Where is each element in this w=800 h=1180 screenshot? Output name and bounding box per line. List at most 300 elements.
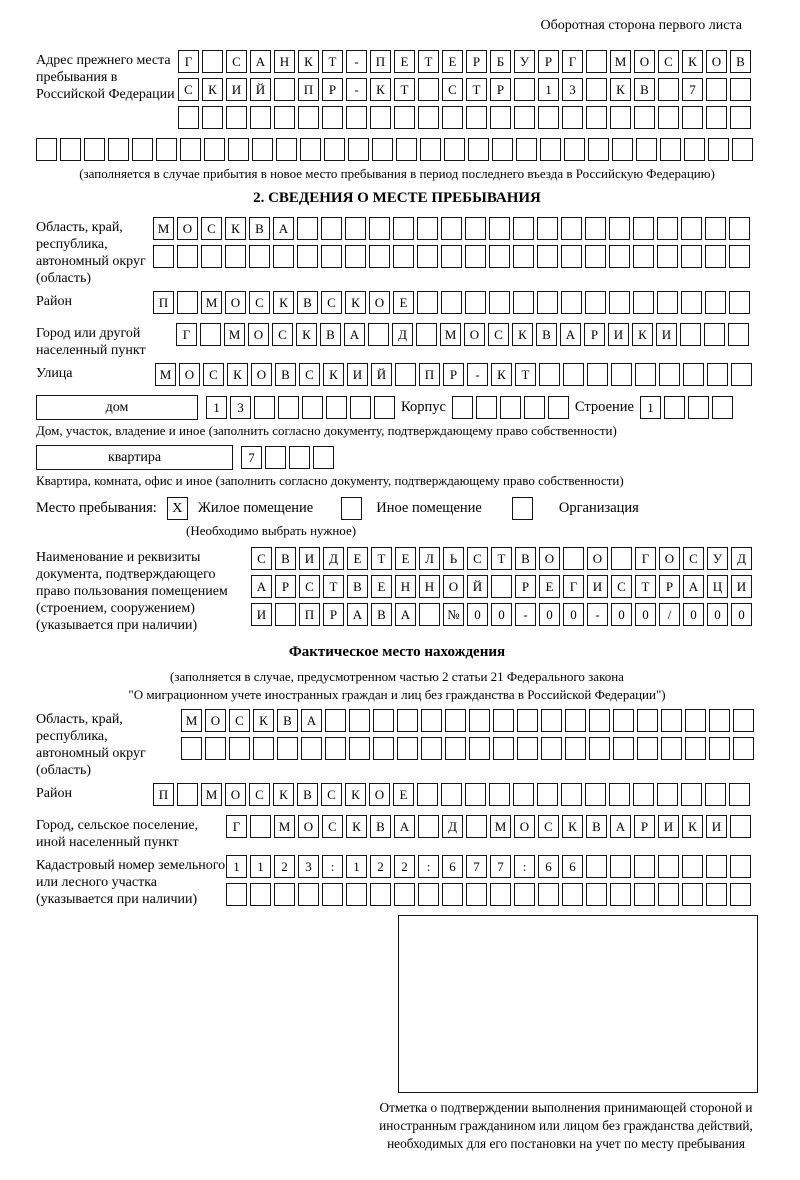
char-box[interactable]: П <box>370 50 391 73</box>
char-box[interactable]: И <box>608 323 629 346</box>
char-box[interactable]: С <box>299 363 320 386</box>
char-box[interactable] <box>416 323 437 346</box>
char-box[interactable]: Р <box>490 78 511 101</box>
char-box[interactable] <box>276 138 297 161</box>
char-box[interactable] <box>613 737 634 760</box>
char-box[interactable] <box>452 396 473 419</box>
char-box[interactable] <box>348 138 369 161</box>
char-box[interactable]: С <box>249 783 270 806</box>
char-box[interactable] <box>633 245 654 268</box>
char-box[interactable] <box>609 291 630 314</box>
char-box[interactable] <box>513 291 534 314</box>
char-box[interactable]: 6 <box>442 855 463 878</box>
char-box[interactable]: Р <box>322 78 343 101</box>
char-box[interactable]: М <box>155 363 176 386</box>
char-box[interactable] <box>349 709 370 732</box>
char-box[interactable] <box>274 883 295 906</box>
char-box[interactable] <box>466 815 487 838</box>
char-box[interactable] <box>516 138 537 161</box>
char-box[interactable] <box>466 883 487 906</box>
char-box[interactable]: 7 <box>466 855 487 878</box>
char-box[interactable] <box>685 709 706 732</box>
char-box[interactable] <box>445 709 466 732</box>
char-box[interactable] <box>588 138 609 161</box>
char-box[interactable]: Е <box>442 50 463 73</box>
char-box[interactable]: А <box>394 815 415 838</box>
char-box[interactable]: Г <box>562 50 583 73</box>
char-box[interactable]: Р <box>584 323 605 346</box>
char-box[interactable] <box>730 855 751 878</box>
char-box[interactable] <box>589 709 610 732</box>
char-box[interactable] <box>442 106 463 129</box>
char-box[interactable] <box>637 737 658 760</box>
char-box[interactable]: С <box>321 783 342 806</box>
char-box[interactable]: Б <box>490 50 511 73</box>
char-box[interactable]: 1 <box>346 855 367 878</box>
char-box[interactable]: П <box>153 783 174 806</box>
char-box[interactable] <box>706 855 727 878</box>
char-box[interactable]: 2 <box>274 855 295 878</box>
char-box[interactable]: Г <box>226 815 247 838</box>
char-box[interactable]: - <box>346 78 367 101</box>
char-box[interactable] <box>60 138 81 161</box>
char-box[interactable] <box>200 323 221 346</box>
char-box[interactable] <box>609 217 630 240</box>
char-box[interactable]: К <box>227 363 248 386</box>
char-box[interactable]: О <box>587 547 608 570</box>
char-box[interactable] <box>730 815 751 838</box>
char-box[interactable]: Ц <box>707 575 728 598</box>
char-box[interactable] <box>514 106 535 129</box>
char-box[interactable] <box>345 245 366 268</box>
char-box[interactable]: Т <box>515 363 536 386</box>
char-box[interactable]: К <box>298 50 319 73</box>
char-box[interactable] <box>609 783 630 806</box>
char-box[interactable] <box>634 883 655 906</box>
char-box[interactable] <box>226 883 247 906</box>
char-box[interactable] <box>517 709 538 732</box>
char-box[interactable] <box>202 106 223 129</box>
char-box[interactable]: М <box>153 217 174 240</box>
char-box[interactable]: И <box>731 575 752 598</box>
char-box[interactable]: У <box>707 547 728 570</box>
char-box[interactable] <box>610 106 631 129</box>
char-box[interactable] <box>250 815 271 838</box>
char-box[interactable] <box>611 363 632 386</box>
char-box[interactable] <box>733 709 754 732</box>
char-box[interactable]: О <box>177 217 198 240</box>
char-box[interactable] <box>513 783 534 806</box>
char-box[interactable]: 0 <box>683 603 704 626</box>
char-box[interactable] <box>658 855 679 878</box>
char-box[interactable] <box>397 709 418 732</box>
char-box[interactable]: Д <box>323 547 344 570</box>
char-box[interactable] <box>468 138 489 161</box>
char-box[interactable] <box>514 883 535 906</box>
char-box[interactable] <box>373 737 394 760</box>
char-box[interactable] <box>707 363 728 386</box>
char-box[interactable]: М <box>201 291 222 314</box>
char-box[interactable]: О <box>225 291 246 314</box>
char-box[interactable] <box>683 363 704 386</box>
char-box[interactable]: В <box>730 50 751 73</box>
char-box[interactable] <box>350 396 371 419</box>
char-box[interactable]: С <box>178 78 199 101</box>
char-box[interactable]: И <box>226 78 247 101</box>
char-box[interactable] <box>252 138 273 161</box>
char-box[interactable] <box>156 138 177 161</box>
char-box[interactable]: Р <box>515 575 536 598</box>
char-box[interactable]: И <box>299 547 320 570</box>
char-box[interactable] <box>633 217 654 240</box>
char-box[interactable]: П <box>299 603 320 626</box>
char-box[interactable]: Р <box>443 363 464 386</box>
char-box[interactable] <box>635 363 656 386</box>
char-box[interactable] <box>637 709 658 732</box>
char-box[interactable]: С <box>658 50 679 73</box>
char-box[interactable] <box>658 78 679 101</box>
char-box[interactable] <box>225 245 246 268</box>
char-box[interactable] <box>469 709 490 732</box>
char-box[interactable] <box>490 106 511 129</box>
char-box[interactable]: 7 <box>490 855 511 878</box>
char-box[interactable]: С <box>538 815 559 838</box>
char-box[interactable] <box>661 737 682 760</box>
char-box[interactable] <box>419 603 440 626</box>
char-box[interactable]: Р <box>659 575 680 598</box>
char-box[interactable]: № <box>443 603 464 626</box>
char-box[interactable]: С <box>272 323 293 346</box>
char-box[interactable]: Й <box>250 78 271 101</box>
char-box[interactable]: А <box>273 217 294 240</box>
char-box[interactable]: К <box>346 815 367 838</box>
char-box[interactable] <box>657 783 678 806</box>
char-box[interactable]: О <box>464 323 485 346</box>
char-box[interactable]: В <box>536 323 557 346</box>
char-box[interactable]: В <box>277 709 298 732</box>
char-box[interactable]: 2 <box>394 855 415 878</box>
char-box[interactable] <box>634 855 655 878</box>
char-box[interactable] <box>561 291 582 314</box>
char-box[interactable] <box>682 855 703 878</box>
char-box[interactable]: С <box>249 291 270 314</box>
char-box[interactable] <box>324 138 345 161</box>
char-box[interactable] <box>705 245 726 268</box>
char-box[interactable] <box>273 245 294 268</box>
char-box[interactable] <box>704 323 725 346</box>
char-box[interactable] <box>682 883 703 906</box>
char-box[interactable]: К <box>512 323 533 346</box>
char-box[interactable] <box>688 396 709 419</box>
char-box[interactable] <box>322 883 343 906</box>
char-box[interactable] <box>393 217 414 240</box>
char-box[interactable]: О <box>514 815 535 838</box>
char-box[interactable] <box>321 217 342 240</box>
char-box[interactable]: 0 <box>539 603 560 626</box>
char-box[interactable] <box>397 737 418 760</box>
char-box[interactable] <box>565 709 586 732</box>
char-box[interactable]: В <box>515 547 536 570</box>
char-box[interactable]: - <box>467 363 488 386</box>
char-box[interactable]: О <box>539 547 560 570</box>
char-box[interactable] <box>664 396 685 419</box>
char-box[interactable]: О <box>634 50 655 73</box>
char-box[interactable]: О <box>706 50 727 73</box>
char-box[interactable] <box>177 245 198 268</box>
char-box[interactable]: 0 <box>563 603 584 626</box>
char-box[interactable] <box>417 783 438 806</box>
char-box[interactable]: И <box>656 323 677 346</box>
char-box[interactable]: А <box>251 575 272 598</box>
char-box[interactable]: В <box>297 291 318 314</box>
char-box[interactable] <box>301 737 322 760</box>
char-box[interactable]: О <box>248 323 269 346</box>
char-box[interactable]: Р <box>538 50 559 73</box>
char-box[interactable]: С <box>322 815 343 838</box>
char-box[interactable]: Г <box>176 323 197 346</box>
char-box[interactable] <box>250 883 271 906</box>
char-box[interactable]: И <box>658 815 679 838</box>
char-box[interactable] <box>302 396 323 419</box>
char-box[interactable]: Й <box>371 363 392 386</box>
char-box[interactable]: : <box>418 855 439 878</box>
char-box[interactable] <box>589 737 610 760</box>
char-box[interactable]: С <box>488 323 509 346</box>
char-box[interactable] <box>289 446 310 469</box>
char-box[interactable] <box>729 783 750 806</box>
char-box[interactable] <box>586 106 607 129</box>
char-box[interactable] <box>466 106 487 129</box>
char-box[interactable]: Е <box>393 291 414 314</box>
char-box[interactable] <box>612 138 633 161</box>
char-box[interactable]: Д <box>731 547 752 570</box>
char-box[interactable]: К <box>296 323 317 346</box>
char-box[interactable]: Т <box>323 575 344 598</box>
char-box[interactable] <box>731 363 752 386</box>
char-box[interactable]: Т <box>418 50 439 73</box>
char-box[interactable] <box>517 737 538 760</box>
char-box[interactable] <box>201 245 222 268</box>
char-box[interactable]: 0 <box>707 603 728 626</box>
char-box[interactable] <box>681 245 702 268</box>
char-box[interactable] <box>421 709 442 732</box>
char-box[interactable] <box>326 396 347 419</box>
char-box[interactable]: С <box>229 709 250 732</box>
char-box[interactable] <box>417 245 438 268</box>
char-box[interactable] <box>538 883 559 906</box>
char-box[interactable] <box>657 245 678 268</box>
char-box[interactable] <box>705 217 726 240</box>
char-box[interactable]: Ь <box>443 547 464 570</box>
char-box[interactable] <box>249 245 270 268</box>
char-box[interactable] <box>490 883 511 906</box>
char-box[interactable]: С <box>226 50 247 73</box>
char-box[interactable]: Т <box>635 575 656 598</box>
char-box[interactable] <box>562 883 583 906</box>
char-box[interactable] <box>396 138 417 161</box>
char-box[interactable]: В <box>275 547 296 570</box>
char-box[interactable] <box>393 245 414 268</box>
char-box[interactable]: 1 <box>538 78 559 101</box>
char-box[interactable]: К <box>610 78 631 101</box>
char-box[interactable] <box>465 217 486 240</box>
char-box[interactable]: 0 <box>635 603 656 626</box>
char-box[interactable]: - <box>587 603 608 626</box>
char-box[interactable] <box>539 363 560 386</box>
char-box[interactable]: С <box>203 363 224 386</box>
char-box[interactable] <box>374 396 395 419</box>
char-box[interactable]: А <box>395 603 416 626</box>
char-box[interactable]: И <box>706 815 727 838</box>
char-box[interactable]: Е <box>393 783 414 806</box>
char-box[interactable]: А <box>347 603 368 626</box>
char-box[interactable]: К <box>491 363 512 386</box>
char-box[interactable] <box>705 291 726 314</box>
char-box[interactable] <box>609 245 630 268</box>
char-box[interactable] <box>476 396 497 419</box>
char-box[interactable] <box>274 106 295 129</box>
char-box[interactable]: В <box>586 815 607 838</box>
char-box[interactable]: Т <box>466 78 487 101</box>
char-box[interactable] <box>586 883 607 906</box>
char-box[interactable]: К <box>682 815 703 838</box>
char-box[interactable] <box>372 138 393 161</box>
char-box[interactable]: П <box>298 78 319 101</box>
char-box[interactable] <box>585 783 606 806</box>
char-box[interactable] <box>587 363 608 386</box>
char-box[interactable] <box>181 737 202 760</box>
char-box[interactable] <box>729 245 750 268</box>
char-box[interactable]: / <box>659 603 680 626</box>
char-box[interactable] <box>370 883 391 906</box>
char-box[interactable]: 7 <box>682 78 703 101</box>
checkbox-inoe[interactable] <box>341 497 362 520</box>
char-box[interactable] <box>611 547 632 570</box>
char-box[interactable] <box>636 138 657 161</box>
char-box[interactable]: В <box>297 783 318 806</box>
char-box[interactable] <box>586 50 607 73</box>
char-box[interactable] <box>153 245 174 268</box>
char-box[interactable] <box>254 396 275 419</box>
char-box[interactable] <box>728 323 749 346</box>
char-box[interactable] <box>730 78 751 101</box>
char-box[interactable]: М <box>440 323 461 346</box>
char-box[interactable] <box>417 217 438 240</box>
char-box[interactable] <box>278 396 299 419</box>
char-box[interactable]: 1 <box>250 855 271 878</box>
char-box[interactable]: Н <box>419 575 440 598</box>
char-box[interactable] <box>108 138 129 161</box>
char-box[interactable]: Й <box>467 575 488 598</box>
char-box[interactable] <box>659 363 680 386</box>
char-box[interactable]: В <box>370 815 391 838</box>
char-box[interactable] <box>538 106 559 129</box>
char-box[interactable]: Г <box>635 547 656 570</box>
char-box[interactable] <box>733 737 754 760</box>
char-box[interactable]: 3 <box>230 396 251 419</box>
char-box[interactable] <box>658 106 679 129</box>
char-box[interactable]: 1 <box>226 855 247 878</box>
char-box[interactable] <box>441 783 462 806</box>
char-box[interactable] <box>708 138 729 161</box>
char-box[interactable] <box>300 138 321 161</box>
char-box[interactable]: 6 <box>562 855 583 878</box>
char-box[interactable] <box>442 883 463 906</box>
char-box[interactable]: А <box>344 323 365 346</box>
char-box[interactable]: 1 <box>206 396 227 419</box>
char-box[interactable]: К <box>632 323 653 346</box>
char-box[interactable] <box>418 815 439 838</box>
char-box[interactable] <box>709 709 730 732</box>
char-box[interactable] <box>394 106 415 129</box>
char-box[interactable]: К <box>202 78 223 101</box>
char-box[interactable]: О <box>179 363 200 386</box>
char-box[interactable] <box>395 363 416 386</box>
char-box[interactable]: Р <box>634 815 655 838</box>
char-box[interactable] <box>325 737 346 760</box>
char-box[interactable] <box>465 291 486 314</box>
char-box[interactable] <box>661 709 682 732</box>
char-box[interactable] <box>681 783 702 806</box>
char-box[interactable]: М <box>181 709 202 732</box>
char-box[interactable]: В <box>634 78 655 101</box>
char-box[interactable] <box>548 396 569 419</box>
checkbox-zhiloe[interactable]: X <box>167 497 188 520</box>
char-box[interactable] <box>540 138 561 161</box>
char-box[interactable]: М <box>224 323 245 346</box>
char-box[interactable]: О <box>369 783 390 806</box>
char-box[interactable]: Е <box>394 50 415 73</box>
char-box[interactable] <box>444 138 465 161</box>
char-box[interactable]: 6 <box>538 855 559 878</box>
char-box[interactable] <box>298 883 319 906</box>
char-box[interactable] <box>610 883 631 906</box>
char-box[interactable]: С <box>251 547 272 570</box>
char-box[interactable] <box>633 783 654 806</box>
char-box[interactable] <box>681 217 702 240</box>
char-box[interactable] <box>658 883 679 906</box>
char-box[interactable] <box>180 138 201 161</box>
char-box[interactable] <box>205 737 226 760</box>
char-box[interactable]: С <box>321 291 342 314</box>
char-box[interactable] <box>274 78 295 101</box>
char-box[interactable]: Е <box>539 575 560 598</box>
char-box[interactable]: К <box>682 50 703 73</box>
char-box[interactable]: О <box>225 783 246 806</box>
char-box[interactable]: 0 <box>731 603 752 626</box>
char-box[interactable] <box>469 737 490 760</box>
char-box[interactable]: В <box>347 575 368 598</box>
char-box[interactable] <box>204 138 225 161</box>
char-box[interactable] <box>297 245 318 268</box>
char-box[interactable]: В <box>371 603 392 626</box>
char-box[interactable] <box>657 217 678 240</box>
char-box[interactable]: Д <box>442 815 463 838</box>
char-box[interactable]: П <box>419 363 440 386</box>
char-box[interactable]: П <box>153 291 174 314</box>
char-box[interactable] <box>349 737 370 760</box>
char-box[interactable] <box>563 547 584 570</box>
char-box[interactable]: К <box>273 291 294 314</box>
char-box[interactable] <box>730 106 751 129</box>
char-box[interactable]: К <box>323 363 344 386</box>
char-box[interactable] <box>561 783 582 806</box>
char-box[interactable] <box>322 106 343 129</box>
char-box[interactable] <box>465 783 486 806</box>
char-box[interactable]: 1 <box>640 396 661 419</box>
char-box[interactable] <box>321 245 342 268</box>
char-box[interactable]: Е <box>371 575 392 598</box>
